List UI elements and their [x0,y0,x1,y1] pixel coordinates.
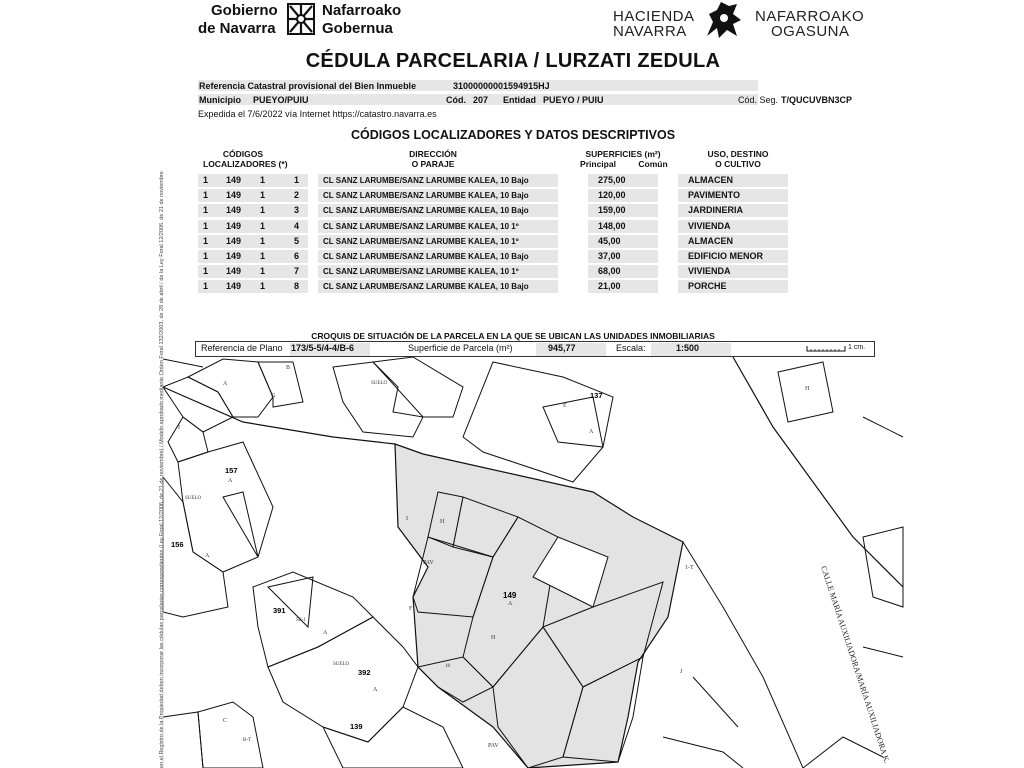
cell-c1: 1 [203,281,209,292]
cell-c2: 149 [226,220,242,231]
parcel-391-label: 391 [273,606,286,615]
cell-dir: CL SANZ LARUMBE/SANZ LARUMBE KALEA, 10 Bajo [323,282,529,292]
cell-sup: 68,00 [598,266,621,277]
escala-value: 1:500 [676,343,700,353]
svg-text:J: J [680,669,683,675]
document-title: CÉDULA PARCELARIA / LURZATI ZEDULA [305,50,721,72]
svg-text:A: A [373,687,378,693]
cell-sup: 21,00 [598,281,621,292]
hacienda-emblem-icon [703,0,745,40]
codseg-label: Cód. Seg. [738,95,779,105]
scale-unit: 1 cm. [848,344,866,351]
parcel-137-label: 137 [590,391,603,400]
th-uso: USO, DESTINO O CULTIVO [707,149,769,169]
cell-c4: 4 [294,220,300,231]
svg-text:PAV: PAV [423,560,434,566]
nafarroako-line2: Gobernua [322,20,393,37]
ref-plano-label: Referencia de Plano [201,343,283,353]
cell-uso: VIVIENDA [688,220,731,231]
cell-c3: 1 [260,281,266,292]
street-name: CALLE MARÍA AUXILIADORA/MARÍA AUXILIADORA K. [819,564,892,765]
ref-plano-value: 173/5-5/4-4/B-6 [291,343,355,353]
cell-c2: 149 [226,205,242,216]
hacienda-line1: HACIENDA [613,8,695,25]
table-row [198,203,788,218]
cell-c3: 1 [260,175,266,185]
table-row [198,279,788,294]
cell-uso: ALMACEN [688,175,733,185]
entidad-value: PUEYO / PUIU [543,95,604,105]
cell-c2: 149 [226,266,242,277]
section-title: CÓDIGOS LOCALIZADORES Y DATOS DESCRIPTIVOS [350,128,676,142]
svg-text:A: A [508,601,513,607]
cell-c4: 5 [294,235,300,246]
cell-c3: 1 [260,235,266,246]
th-direccion: DIRECCIÓN O PARAJE [409,149,457,169]
svg-text:A: A [228,478,233,484]
cell-dir: CL SANZ LARUMBE/SANZ LARUMBE KALEA, 10 1º [323,236,519,246]
cell-c1: 1 [203,190,209,201]
navarra-chain-logo [286,2,316,36]
cedula-document [123,0,903,768]
cell-uso: VIVIENDA [688,266,731,277]
cell-sup: 45,00 [598,235,621,246]
ogasuna-line2: OGASUNA [771,23,850,40]
parcel-157-label: 157 [225,466,238,475]
svg-text:A: A [205,553,210,559]
cell-c1: 1 [203,175,209,185]
cell-c4: 2 [294,190,300,201]
cell-sup: 148,00 [598,220,626,231]
svg-text:C: C [223,718,228,724]
svg-text:I: I [406,516,408,522]
svg-text:I: I [178,425,180,431]
cell-uso: JARDINERIA [688,205,744,216]
cell-dir: CL SANZ LARUMBE/SANZ LARUMBE KALEA, 10 1º [323,221,519,231]
cell-sup: 120,00 [598,190,626,201]
svg-text:SUELO: SUELO [371,381,388,386]
cell-c3: 1 [260,251,266,261]
cell-c1: 1 [203,205,209,216]
entidad-label: Entidad [503,95,536,105]
th-principal: Principal [580,159,616,169]
croquis-title: CROQUIS DE SITUACIÓN DE LA PARCELA EN LA QUE SE UBICAN LAS UNIDADES INMOBILIARIAS [311,331,715,341]
svg-text:A: A [223,381,228,387]
cell-c3: 1 [260,190,266,201]
cell-uso: ALMACEN [688,235,733,246]
ogasuna-line1: NAFARROAKO [755,8,865,25]
svg-text:SUELO: SUELO [185,496,202,501]
cell-uso: PORCHE [688,281,727,292]
cell-c1: 1 [203,220,209,231]
codseg-value: T/QUCUVBN3CP [781,95,853,105]
cell-c4: 1 [294,175,300,185]
svg-text:SE-1: SE-1 [296,618,306,623]
ref-value: 31000000001594915HJ [453,81,550,91]
cell-uso: PAVIMENTO [688,190,741,201]
scale-bar [806,345,846,353]
table-row [198,234,788,249]
cell-sup: 37,00 [598,251,621,261]
svg-text:E: E [563,403,567,409]
cell-c2: 149 [226,190,242,201]
cell-c3: 1 [260,220,266,231]
table-row [198,173,788,188]
svg-text:H: H [491,635,496,641]
th-codigos: CÓDIGOS LOCALIZADORES (*) [203,149,288,169]
parcel-156-label: 156 [171,540,184,549]
th-superficies: SUPERFICIES (m²) [585,149,661,159]
sup-parcela-label: Superficie de Parcela (m²) [408,343,513,353]
gobierno-line1: Gobierno [211,2,278,19]
svg-text:SUELO: SUELO [333,662,350,667]
cell-dir: CL SANZ LARUMBE/SANZ LARUMBE KALEA, 10 Bajo [323,176,529,185]
cell-c3: 1 [260,266,266,277]
svg-text:A: A [323,630,328,636]
expedida-text: Expedida el 7/6/2022 vía Internet https://catastro.navarra.es [198,109,437,119]
escala-label: Escala: [616,343,646,353]
cod-value: 207 [473,95,489,105]
cell-sup: 159,00 [598,205,626,216]
cell-c2: 149 [226,235,242,246]
table-row [198,188,788,203]
side-legal-note: en el Registro de la Propiedad deben incorporar las cédulas parcelarias correspondientes (Ley Foral 12/2006, de 21 de noviembre) / Modelo aprobado mediante Orden Foral 132/2003, de 28 de abril / de la Ley Foral 12/2006, de 21 de noviembre [159,171,165,768]
svg-text:A: A [589,429,594,435]
cell-c4: 7 [294,266,300,277]
cell-c2: 149 [226,281,242,292]
svg-text:B: B [286,365,291,371]
ref-label: Referencia Catastral provisional del Bien Inmueble [199,81,417,91]
parcel-139-label: 139 [350,722,363,731]
gobierno-line2: de Navarra [198,20,276,37]
svg-text:F: F [409,606,413,612]
municipio-value: PUEYO/PUIU [253,95,309,105]
cell-dir: CL SANZ LARUMBE/SANZ LARUMBE KALEA, 10 Bajo [323,206,529,216]
parcel-392-label: 392 [358,668,371,677]
parcel-149-label: 149 [503,591,517,600]
svg-text:B-T: B-T [243,738,252,743]
cell-c1: 1 [203,235,209,246]
table-row [198,219,788,234]
svg-text:H: H [805,386,810,392]
svg-text:1-T: 1-T [685,565,694,571]
cell-c4: 3 [294,205,300,216]
cell-c3: 1 [260,205,266,216]
municipio-label: Municipio [199,95,241,105]
nafarroako-line1: Nafarroako [322,2,402,19]
cell-c2: 149 [226,175,242,185]
hacienda-line2: NAVARRA [613,23,687,40]
cell-c1: 1 [203,266,209,277]
cell-dir: CL SANZ LARUMBE/SANZ LARUMBE KALEA, 10 1º [323,267,519,277]
sup-parcela-value: 945,77 [548,343,576,353]
svg-text:G: G [271,393,276,399]
cell-c4: 6 [294,251,300,261]
table-row [198,264,788,279]
th-comun: Común [638,159,668,169]
cell-c1: 1 [203,251,209,261]
svg-text:PAV: PAV [488,743,499,749]
cod-label: Cód. [446,95,466,105]
cell-uso: EDIFICIO MENOR [688,251,764,261]
svg-text:H: H [440,519,445,525]
plano-reference-bar [195,341,875,357]
cell-dir: CL SANZ LARUMBE/SANZ LARUMBE KALEA, 10 Bajo [323,252,529,261]
svg-text:18: 18 [445,664,450,669]
table-row [198,249,788,264]
cell-dir: CL SANZ LARUMBE/SANZ LARUMBE KALEA, 10 Bajo [323,191,529,201]
cell-c4: 8 [294,281,300,292]
cell-sup: 275,00 [598,175,626,185]
cell-c2: 149 [226,251,242,261]
